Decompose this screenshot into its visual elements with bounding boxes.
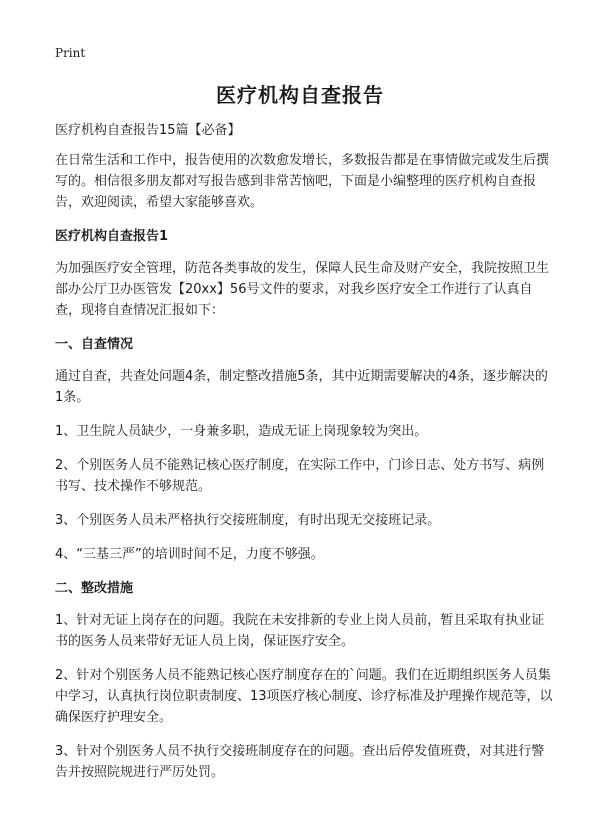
self-check-item-1: 1、卫生院人员缺少，一身兼多职，造成无证上岗现象较为突出。: [55, 424, 428, 439]
page-title: 医疗机构自查报告: [216, 83, 384, 107]
document-subtitle: 医疗机构自查报告15篇【必备】: [55, 123, 241, 138]
self-check-item-2: 2、个别医务人员不能熟记核心医疗制度，在实际工作中，门诊日志、处方书写、病例书写、技术操作不够规范。: [55, 458, 545, 494]
self-check-item-4: 4、“三基三严”的培训时间不足，力度不够强。: [55, 547, 324, 562]
rectification-item-3: 3、针对个别医务人员不执行交接班制度存在的问题。查出后停发值班费，对其进行警告并按照院规进行严厉处罚。: [55, 744, 545, 780]
report-heading: 医疗机构自查报告1: [55, 229, 169, 244]
report-opening-paragraph: 为加强医疗安全管理，防范各类事故的发生，保障人民生命及财产安全，我院按照卫生部办公厅卫办医管发【20xx】56号文件的要求，对我乡医疗安全工作进行了认真自查，现将自查情况汇报如下：: [55, 261, 550, 318]
rectification-item-1: 1、针对无证上岗存在的问题。我院在未安排新的专业上岗人员前，暂且采取有执业证书的医务人员来带好无证人员上岗，保证医疗安全。: [55, 613, 545, 649]
intro-paragraph: 在日常生活和工作中，报告使用的次数愈发增长，多数报告都是在事情做完或发生后撰写的。相信很多朋友都对写报告感到非常苦恼吧，下面是小编整理的医疗机构自查报告，欢迎阅读，希望大家能够喜欢。: [55, 153, 550, 210]
self-check-item-3: 3、个别医务人员未严格执行交接班制度，有时出现无交接班记录。: [55, 513, 441, 528]
self-check-summary: 通过自查，共查处问题4条，制定整改措施5条，其中近期需要解决的4条，逐步解决的1条。: [55, 369, 548, 405]
print-label: Print: [55, 46, 86, 60]
section-heading-rectification: 二、整改措施: [55, 581, 134, 596]
section-heading-self-check: 一、自查情况: [55, 337, 134, 352]
rectification-item-2: 2、针对个别医务人员不能熟记核心医疗制度存在的`问题。我们在近期组织医务人员集中学习，认真执行岗位职责制度、13项医疗核心制度、诊疗标准及护理操作规范等，以确保医疗护理安全。: [55, 668, 553, 725]
document-body: [55, 120, 555, 796]
